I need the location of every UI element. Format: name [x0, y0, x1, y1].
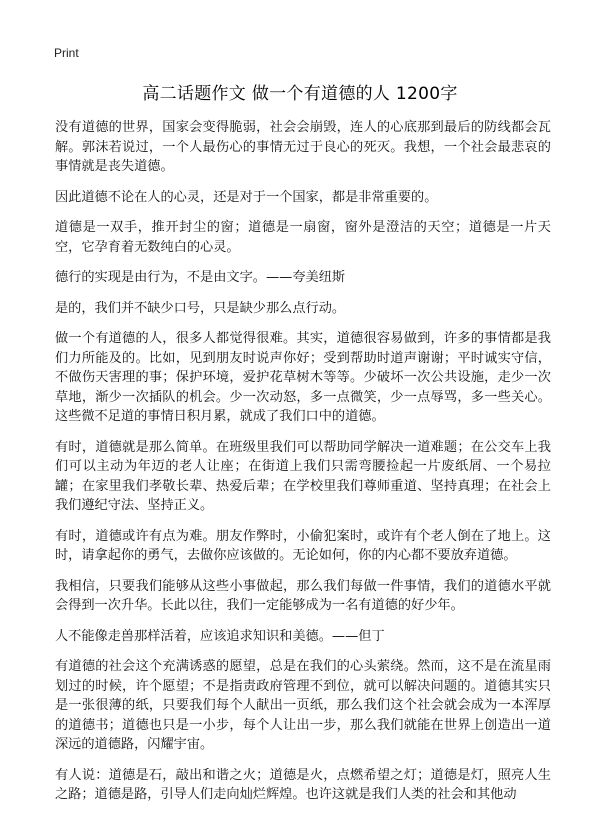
quote-comenius: 德行的实现是由行为，不是由文字。——夸美纽斯 — [55, 270, 346, 285]
paragraph-5: 是的，我们并不缺少口号，只是缺少那么点行动。 — [55, 300, 346, 316]
quote-dante: 人不能像走兽那样活着，应该追求知识和美德。——但丁 — [55, 628, 385, 644]
paragraph-2: 因此道德不论在人的心灵，还是对于一个国家，都是非常重要的。 — [55, 189, 438, 205]
page-title: 高二话题作文 做一个有道德的人 1200字 — [142, 84, 458, 104]
paragraph-3: 道德是一双手，推开封尘的窗；道德是一扇窗，窗外是澄洁的天空；道德是一片天空，它孕育着无数纯白的心灵。 — [55, 220, 551, 255]
paragraph-7: 有时，道德就是那么简单。在班级里我们可以帮助同学解决一道难题；在公交车上我们可以主动为年迈的老人让座；在街道上我们只需弯腰捡起一片废纸屑、一个易拉罐；在家里我们孝敬长辈、热爱后辈；在学校里我们尊师重道、坚持真理；在社会上我们遵纪守法、坚持正义。 — [55, 439, 551, 513]
print-link[interactable]: Print — [54, 46, 79, 60]
paragraph-6: 做一个有道德的人，很多人都觉得很难。其实，道德很容易做到，许多的事情都是我们力所能及的。比如，见到朋友时说声你好；受到帮助时道声谢谢；平时诚实守信，不做伤天害理的事；保护环境，爱护花草树木等等。少破坏一次公共设施，走少一次草地，渐少一次插队的机会。少一次动怒，多一点微笑，少一点辱骂，多一些关心。这些微不足道的事情日积月累，就成了我们口中的道德。 — [55, 331, 551, 424]
paragraph-1: 没有道德的世界，国家会变得脆弱，社会会崩毁，连人的心底那到最后的防线都会瓦解。郭沫若说过，一个人最伤心的事情无过于良心的死灭。我想，一个社会最悲哀的事情就是丧失道德。 — [55, 120, 551, 174]
paragraph-8: 有时，道德或许有点为难。朋友作弊时，小偷犯案时，或许有个老人倒在了地上。这时，请拿起你的勇气，去做你应该做的。无论如何，你的内心都不要放弃道德。 — [55, 528, 551, 563]
paragraph-11: 有道德的社会这个充满诱惑的愿望，总是在我们的心头萦绕。然而，这不是在流星雨划过的时候，许个愿望；不是指责政府管理不到位，就可以解决问题的。道德其实只是一张很薄的纸，只要我们每个人献出一页纸，那么我们这个社会就会成为一本浑厚的道德书；道德也只是一小步，每个人让出一步，那么我们就能在世界上创造出一道深远的道德路，闪耀宇宙。 — [55, 659, 551, 752]
paragraph-12: 有人说：道德是石，敲出和谐之火；道德是火，点燃希望之灯；道德是灯，照亮人生之路；道德是路，引导人们走向灿烂辉煌。也许这就是我们人类的社会和其他动 — [55, 767, 551, 802]
article-body — [55, 118, 551, 816]
paragraph-9: 我相信，只要我们能够从这些小事做起，那么我们每做一件事情，我们的道德水平就会得到一次升华。长此以往，我们一定能够成为一名有道德的好少年。 — [55, 578, 551, 613]
